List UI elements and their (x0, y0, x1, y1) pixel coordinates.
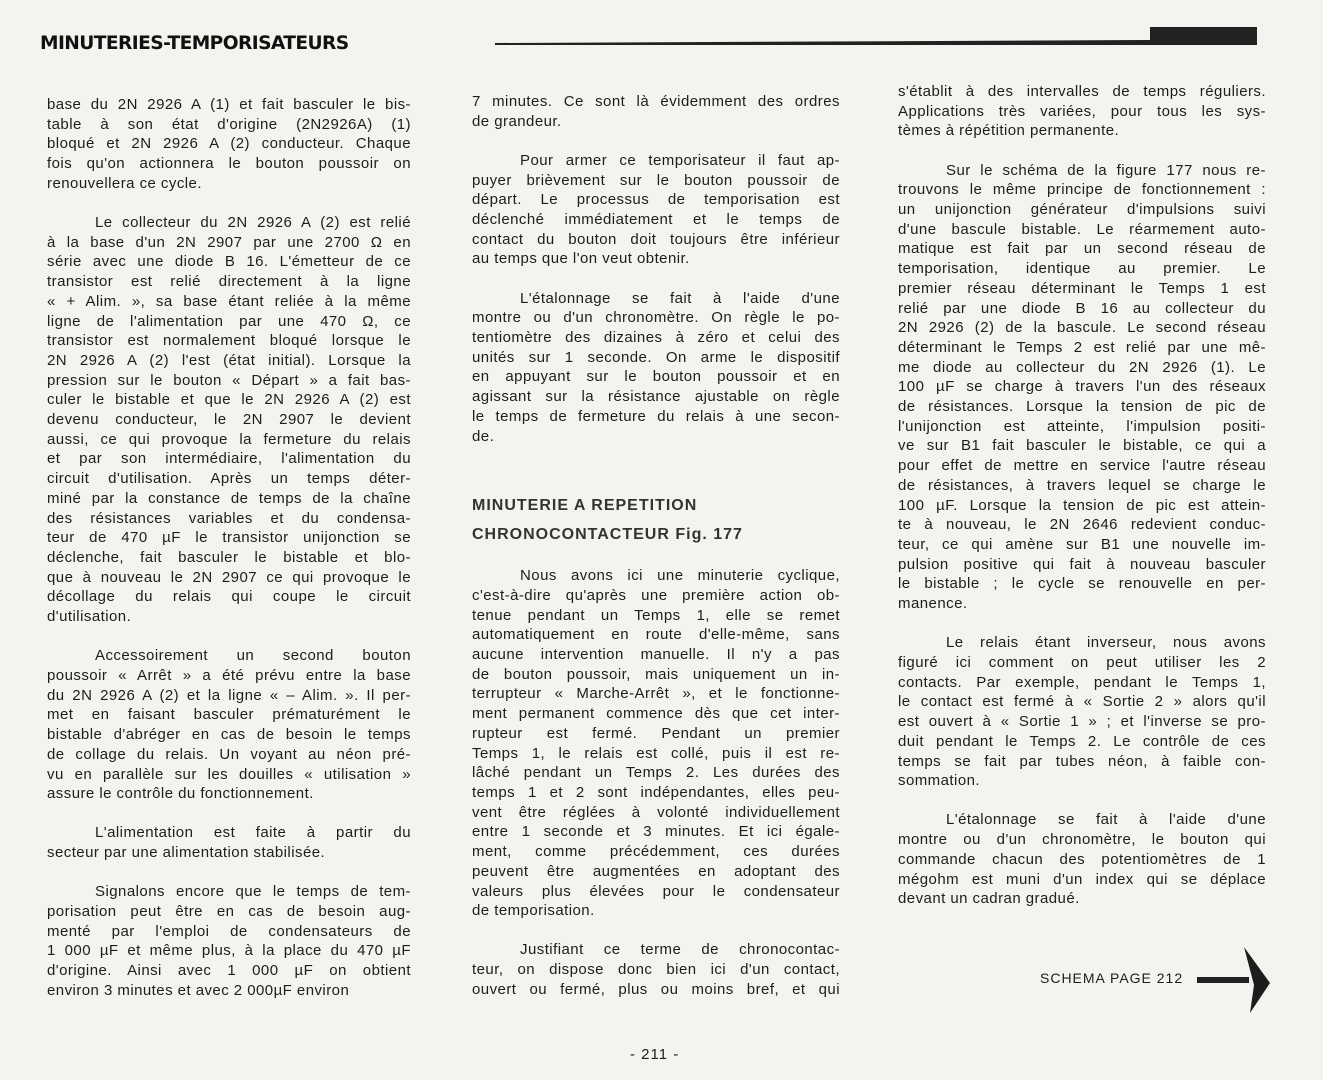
text-line: le temps de fermeture du relais à une secon- (472, 407, 840, 425)
text-line: agissant sur la résistance ajustable on règle (472, 388, 840, 406)
text-line: tenue pendant un Temps 1, elle se remet (472, 606, 840, 624)
text-line: Pour armer ce temporisateur il faut ap- (520, 151, 840, 169)
text-line: temporisation, identique au premier. Le (898, 260, 1266, 278)
paragraph (898, 810, 1266, 909)
text-line: transistor est relié directement à la ligne (47, 273, 411, 291)
paragraph (47, 213, 411, 627)
text-line: en appuyant sur le bouton poussoir et en (472, 368, 840, 386)
text-line: déclenché immédiatement et le temps de (472, 211, 840, 229)
text-line: base du 2N 2926 A (1) et fait basculer le bis- (47, 96, 411, 113)
header-rule (495, 40, 1155, 45)
text-line: montre ou d'un chronomètre, le bouton qui (898, 831, 1266, 849)
paragraph (472, 940, 840, 999)
text-line: de bouton poussoir, mais uniquement un in- (472, 665, 840, 683)
section-heading (472, 491, 840, 549)
text-line: MINUTERIE A REPETITION (472, 497, 698, 515)
text-line: relié par une diode B 16 au collecteur du (898, 299, 1266, 317)
text-line: Nous avons ici une minuterie cyclique, (520, 567, 840, 585)
text-line: entre 1 seconde et 3 minutes. Et ici égale- (472, 823, 840, 841)
text-line: bloqué et 2N 2926 A (2) conducteur. Chaque (47, 135, 411, 153)
text-line: déclenche, fait basculer le bistable et blo- (47, 548, 411, 566)
text-line: ve sur B1 fait basculer le bistable, ce qui a (898, 437, 1266, 455)
paragraph (898, 161, 1266, 614)
text-line: temps se fait par tubes néon, à faible con- (898, 752, 1266, 770)
text-line: secteur par une alimentation stabilisée. (47, 844, 326, 862)
text-line: d'une bascule bistable. Le réarmement auto- (898, 220, 1266, 238)
text-line: Sur le schéma de la figure 177 nous re- (946, 161, 1266, 179)
text-line: ligne de l'alimentation par une 470 Ω, ce (47, 312, 411, 330)
text-line: miné par la constance de temps de la chaîne (47, 489, 411, 507)
text-line: teur, on dispose donc bien ici d'un contact, (472, 961, 840, 979)
paragraph (47, 823, 411, 862)
text-line: 7 minutes. Ce sont là évidemment des ordres (472, 93, 840, 110)
text-line: le bistable ; le cycle se renouvelle en per- (898, 575, 1266, 593)
text-line: Applications très variées, pour tous les sys- (898, 102, 1266, 120)
text-line: puyer brièvement sur le bouton poussoir de (472, 171, 840, 189)
text-line: valeurs plus élevées pour le condensateur (472, 882, 840, 900)
text-line: tèmes à répétition permanente. (898, 122, 1120, 140)
text-column-3 (898, 82, 1266, 928)
text-line: s'établit à des intervalles de temps réguliers. (898, 83, 1266, 100)
text-line: lâché pendant un Temps 2. Les durées des (472, 764, 840, 782)
text-line: des résistances variables et du condensa- (47, 509, 411, 527)
text-line: L'alimentation est faite à partir du (95, 824, 411, 842)
text-line: le contact est fermé à « Sortie 2 » alors qu'il (898, 693, 1266, 711)
text-line: renouvellera ce cycle. (47, 174, 202, 192)
text-line: de temporisation. (472, 902, 595, 920)
text-line: du 2N 2926 A (2) et la ligne « – Alim. ». Il per- (47, 686, 411, 704)
text-line: de. (472, 427, 495, 445)
text-line: et par son intermédiaire, l'alimentation du (47, 450, 411, 468)
text-line: est ouvert à « Sortie 1 » ; et l'inverse se pro- (898, 713, 1266, 731)
text-line: assure le contrôle du fonctionnement. (47, 785, 314, 803)
text-line: 1 000 µF et même plus, à la place du 470 µF (47, 942, 411, 960)
text-line: c'est-à-dire qu'après une première action ob- (472, 586, 840, 604)
text-line: ouvert ou fermé, plus ou moins bref, et qui (472, 980, 840, 998)
text-line: me diode au collecteur du 2N 2926 (1). Le (898, 358, 1266, 376)
text-line: unités sur 1 seconde. On arme le dispositif (472, 348, 840, 366)
text-line: Le relais étant inverseur, nous avons (946, 634, 1266, 652)
text-line: sommation. (898, 772, 981, 790)
text-column-1 (47, 95, 411, 1020)
text-line: départ. Le processus de temporisation est (472, 191, 840, 209)
text-line: « + Alim. », sa base étant reliée à la même (47, 292, 411, 310)
text-line: fois qu'on actionnera le bouton poussoir on (47, 155, 411, 173)
text-line: série avec une diode B 16. L'émetteur de ce (47, 253, 411, 271)
text-column-2 (472, 92, 840, 1019)
text-line: L'étalonnage se fait à l'aide d'une (946, 811, 1266, 829)
text-line: de résistances, à travers lequel se charge le (898, 476, 1266, 494)
page-number: - 211 - (630, 1046, 680, 1063)
text-line: matique est fait par un second réseau de (898, 240, 1266, 258)
text-line: automatiquement en route d'elle-même, sans (472, 626, 840, 644)
text-line: que à nouveau le 2N 2907 ce qui provoque le (47, 568, 411, 586)
text-line: rupteur est fermé. Pendant un premier (472, 724, 840, 742)
text-line: premier réseau déterminant le Temps 1 est (898, 279, 1266, 297)
text-line: pour effet de mettre en service l'autre réseau (898, 457, 1266, 475)
text-line: à la base d'un 2N 2907 par une 2700 Ω en (47, 233, 411, 251)
text-line: ment permanent commence dès que cet inter- (472, 705, 840, 723)
text-line: vu en parallèle sur les douilles « utilisation » (47, 765, 411, 783)
text-line: de collage du relais. Un voyant au néon pré- (47, 745, 411, 763)
text-line: te à nouveau, le 2N 2646 redevient conduc- (898, 516, 1266, 534)
text-line: table à son état d'origine (2N2926A) (1) (47, 115, 411, 133)
text-line: teur, ce qui amène sur B1 une nouvelle im- (898, 535, 1266, 553)
text-line: montre ou d'un chronomètre. On règle le po- (472, 309, 840, 327)
text-line: Accessoirement un second bouton (95, 647, 411, 665)
running-header-title: MINUTERIES-TEMPORISATEURS (40, 32, 349, 54)
text-line: aussi, ce qui provoque la fermeture du relais (47, 430, 411, 448)
text-line: trouvons le même principe de fonctionnement : (898, 181, 1266, 199)
text-line: contacts. Par exemple, pendant le Temps 1, (898, 673, 1266, 691)
text-line: devenu conducteur, le 2N 2907 le devient (47, 411, 411, 429)
text-line: vent être réglées à volonté individuellement (472, 803, 840, 821)
text-line: commande chacun des potentiomètres de 1 (898, 850, 1266, 868)
schema-page-reference: SCHEMA PAGE 212 (1040, 970, 1184, 986)
text-line: bistable d'abréger en cas de besoin le temps (47, 726, 411, 744)
text-line: environ 3 minutes et avec 2 000µF environ (47, 981, 350, 999)
text-line: duit pendant le Temps 2. Le contrôle de ces (898, 732, 1266, 750)
paragraph (472, 92, 840, 131)
paragraph (472, 566, 840, 921)
text-line: manence. (898, 595, 968, 613)
text-line: temps 1 et 2 sont indépendantes, elles peu- (472, 783, 840, 801)
text-line: L'étalonnage se fait à l'aide d'une (520, 289, 840, 307)
text-line: Justifiant ce terme de chronocontac- (520, 941, 840, 959)
text-line: de résistances. Lorsque la tension de pic de (898, 398, 1266, 416)
text-line: décollage du relais qui coupe le circuit (47, 588, 411, 606)
text-line: porisation peut être en cas de besoin aug- (47, 903, 411, 921)
text-line: met en faisant basculer prématurément le (47, 706, 411, 724)
paragraph (898, 82, 1266, 141)
text-line: circuit d'utilisation. Après un temps déter- (47, 470, 411, 488)
paragraph (47, 882, 411, 1000)
text-line: 100 µF. Lorsque la tension de pic est attein- (898, 496, 1266, 514)
text-line: mégohm est muni d'un index qui se déplace (898, 870, 1266, 888)
text-line: culer le bistable et que le 2N 2926 A (2) est (47, 391, 411, 409)
text-line: pulsion positive qui fait à nouveau basculer (898, 555, 1266, 573)
text-line: de grandeur. (472, 112, 562, 130)
text-line: ment, comme précédemment, ces durées (472, 843, 840, 861)
text-line: 2N 2926 (2) de la bascule. Le second réseau (898, 319, 1266, 337)
text-line: tentiomètre des dizaines à zéro et celui des (472, 329, 840, 347)
header-block (1150, 27, 1257, 45)
paragraph (472, 151, 840, 269)
text-line: menté par l'emploi de condensateurs de (47, 922, 411, 940)
text-line: 100 µF se charge à travers l'un des réseaux (898, 378, 1266, 396)
text-line: poussoir « Arrêt » a été prévu entre la base (47, 666, 411, 684)
text-line: terrupteur « Marche-Arrêt », et le fonctionne- (472, 685, 840, 703)
text-line: d'utilisation. (47, 608, 132, 626)
text-line: contact du bouton doit toujours être inférieur (472, 230, 840, 248)
text-line: peuvent être augmentées en adoptant des (472, 862, 840, 880)
text-line: au temps que l'on veut obtenir. (472, 250, 690, 268)
text-line: un unijonction générateur d'impulsions suivi (898, 201, 1266, 219)
text-line: Signalons encore que le temps de tem- (95, 883, 411, 901)
text-line: transistor est normalement bloqué lorsque le (47, 332, 411, 350)
text-line: Temps 1, le relais est collé, puis il est re- (472, 744, 840, 762)
text-line: l'unijonction est atteinte, l'impulsion positi- (898, 417, 1266, 435)
text-line: d'origine. Ainsi avec 1 000 µF on obtient (47, 962, 411, 980)
text-line: teur de 470 µF le transistor unijonction se (47, 529, 411, 547)
paragraph (47, 646, 411, 804)
arrow-right-icon (1240, 945, 1276, 1015)
paragraph (47, 95, 411, 194)
text-line: devant un cadran gradué. (898, 890, 1080, 908)
text-line: 2N 2926 A (2) l'est (état initial). Lorsque la (47, 351, 411, 369)
text-line: pression sur le bouton « Départ » a fait bas- (47, 371, 411, 389)
text-line: CHRONOCONTACTEUR Fig. 177 (472, 526, 743, 544)
text-line: aucune intervention manuelle. Il n'y a pas (472, 646, 840, 664)
paragraph (472, 289, 840, 447)
text-line: Le collecteur du 2N 2926 A (2) est relié (95, 214, 411, 232)
text-line: déterminant le Temps 2 est relié par une mê- (898, 338, 1266, 356)
paragraph (898, 633, 1266, 791)
text-line: figuré ici comment on peut utiliser les 2 (898, 653, 1266, 671)
